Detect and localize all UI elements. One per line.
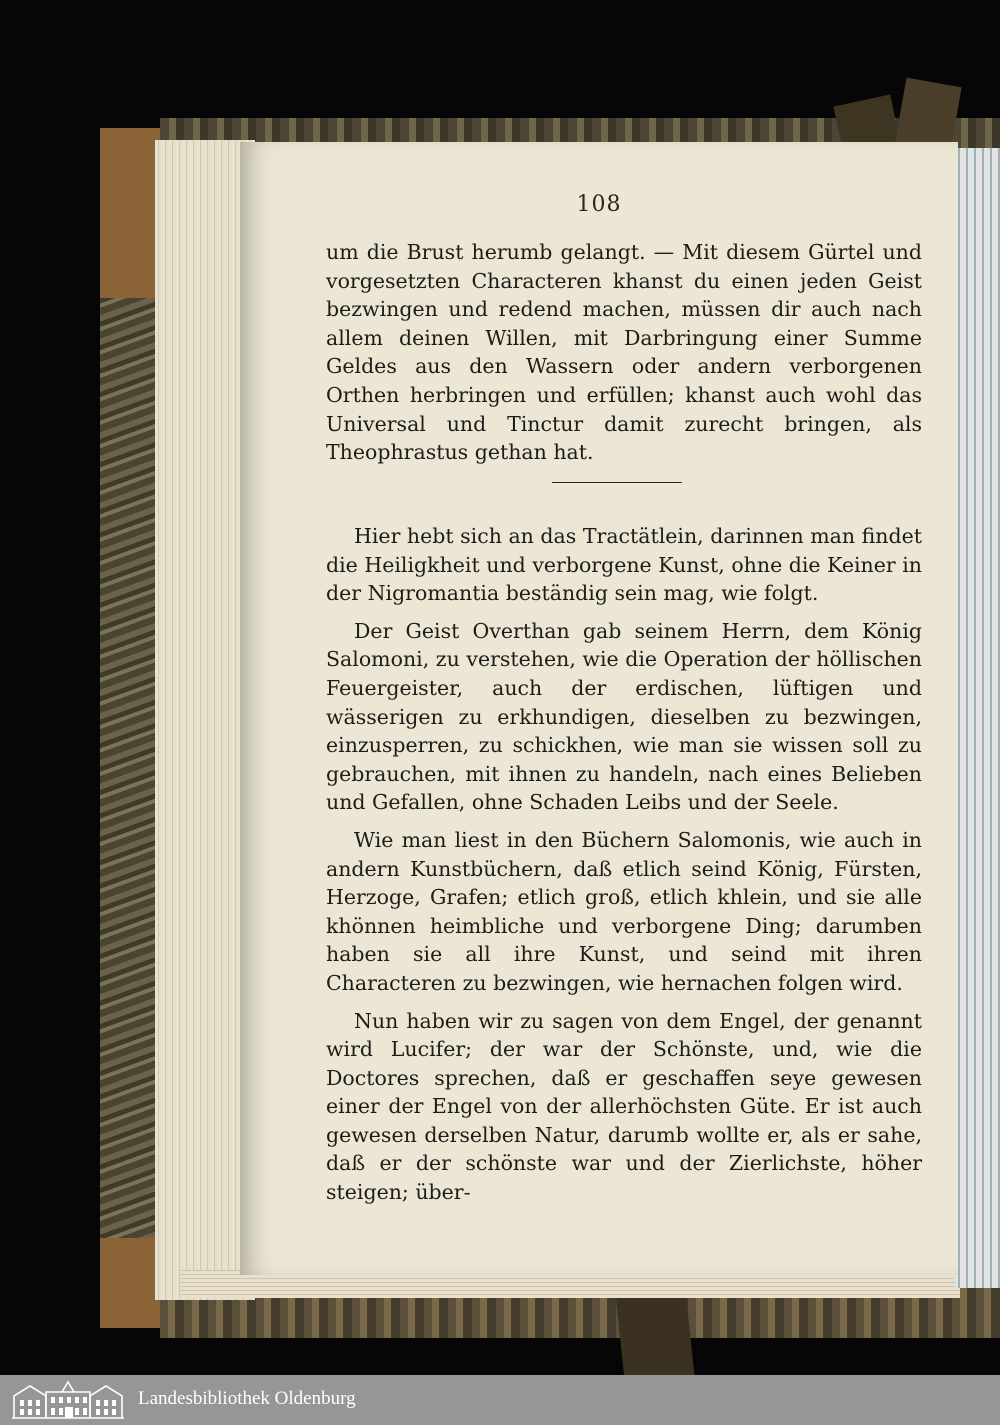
library-building-icon	[10, 1380, 126, 1420]
bookmark-ribbon	[615, 1287, 694, 1375]
body-text	[326, 522, 922, 1216]
page-edges-right	[955, 148, 1000, 1288]
paragraph: um die Brust herumb gelangt. — Mit diesem Gürtel und vorgesetzten Characteren khanst du einen jeden Geist bezwingen und redend machen, müssen dir auch nach allem deinen Willen, mit Darbringung einer Summe Geldes aus den Wassern oder andern verborgenen Orthen herbringen und erfüllen; khanst auch wohl das Universal und Tinctur damit zurecht bringen, als Theophrastus gethan hat.	[326, 240, 922, 465]
book-page	[240, 142, 958, 1275]
paragraph: Hier hebt sich an das Tractätlein, darinnen man findet die Heiligkheit und verborgene Kunst, ohne die Keiner in der Nigromantia beständig sein mag, wie folgt.	[326, 524, 922, 606]
footer-label: Landesbibliothek Oldenburg	[138, 1388, 356, 1409]
paragraph: Der Geist Overthan gab seinem Herrn, dem König Salomoni, zu verstehen, wie die Operation der höllischen Feuergeister, auch der erdischen, lüftigen und wässerigen zu erkhundigen, dieselben zu bezwingen, einzusperren, zu schickhen, wie man sie wissen soll zu gebrauchen, mit ihnen zu handeln, nach eines Belieben und Gefallen, ohne Schaden Leibs und der Seele.	[326, 618, 922, 815]
page-number: 108	[576, 192, 622, 217]
top-paragraph-block	[326, 238, 922, 467]
spine-leather-band	[100, 128, 162, 298]
paragraph: Wie man liest in den Büchern Salomonis, wie auch in andern Kunstbüchern, daß etlich seind König, Fürsten, Herzoge, Grafen; etlich groß, etlich khlein, und sie alle khönnen heimbliche und verborgene Ding; darumben haben sie all ihre Kunst, und seind mit ihren Characteren zu bezwingen, wie hernachen folgen wird.	[326, 827, 922, 995]
paragraph: Nun haben wir zu sagen von dem Engel, der genannt wird Lucifer; der war der Schönste, und, wie die Doctores sprechen, daß er geschaffen seye gewesen einer der Engel von der allerhöchsten Güte. Er ist auch gewesen derselben Natur, darumb wollte er, als er sahe, daß er der schönste war und der Zierlichste, höher steigen; über-	[326, 1008, 922, 1205]
marbled-spine	[100, 128, 162, 1328]
footer-bar	[0, 1375, 1000, 1425]
spine-leather-band	[100, 1238, 162, 1328]
section-divider	[552, 482, 682, 483]
